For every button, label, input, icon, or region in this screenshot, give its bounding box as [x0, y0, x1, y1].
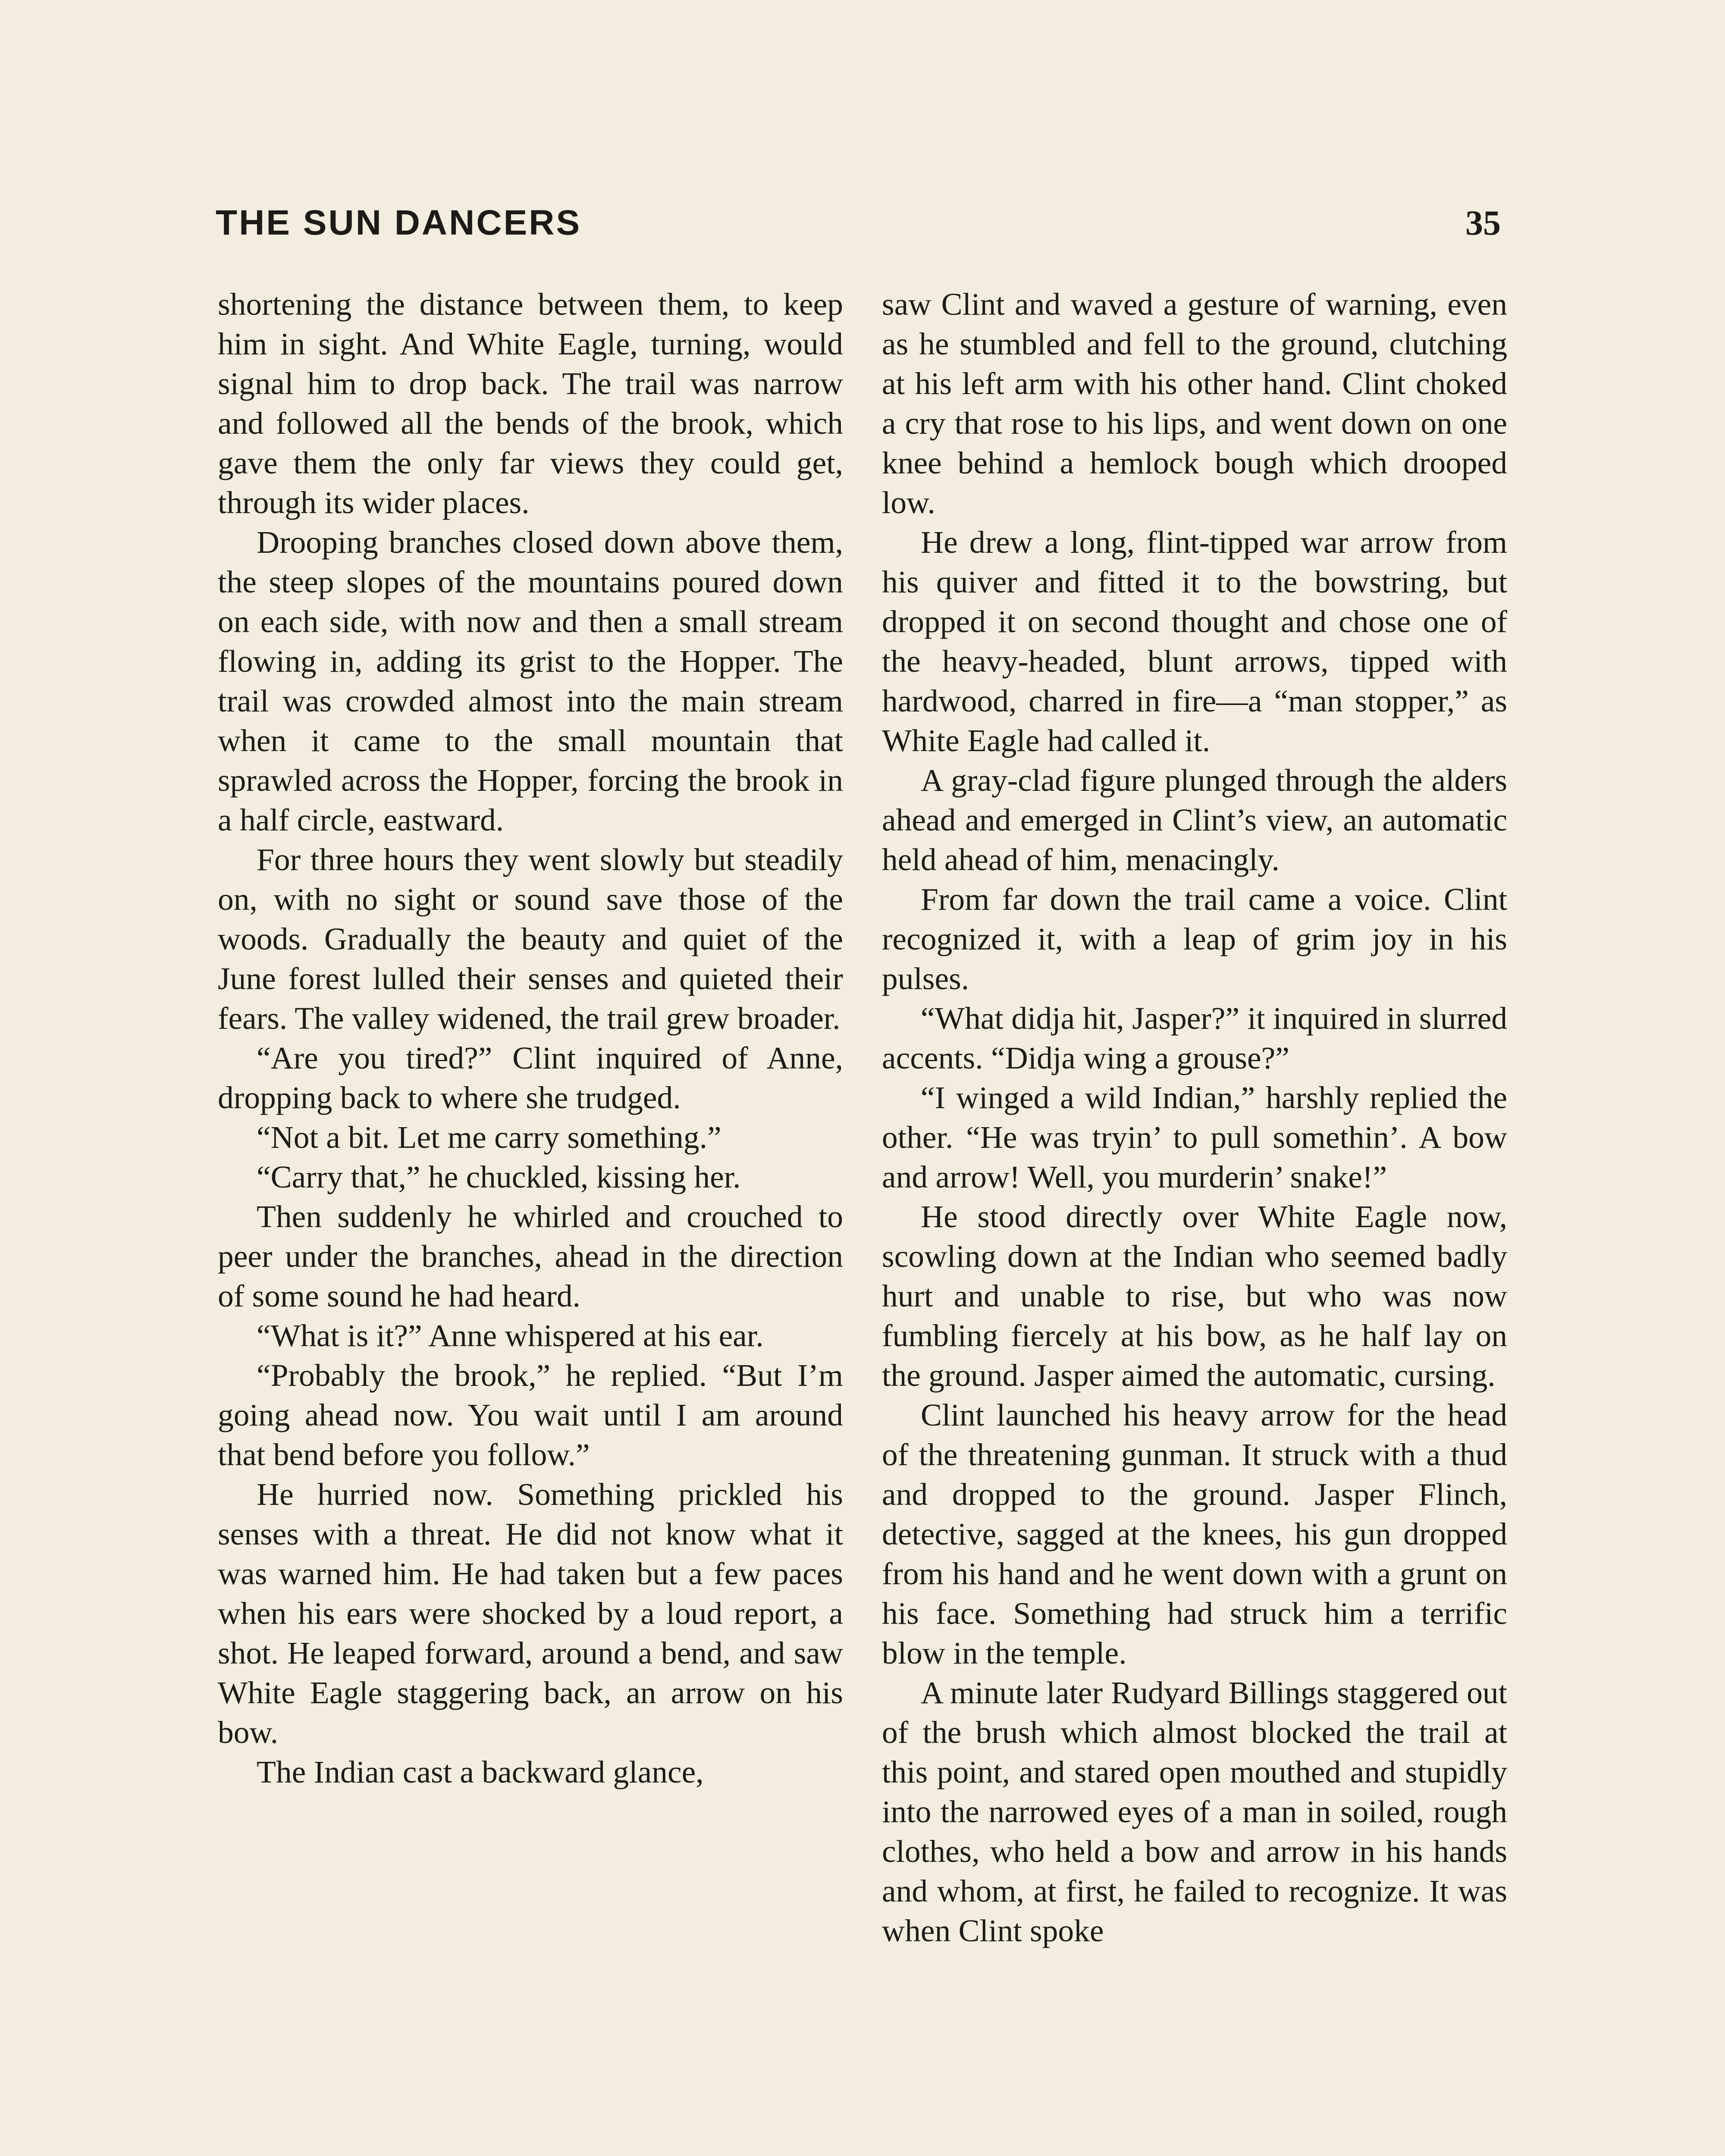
- paragraph: The Indian cast a backward glance,: [257, 1755, 704, 1789]
- paragraph: “What is it?” Anne whispered at his ear.: [257, 1318, 764, 1353]
- paragraph: He stood directly over White Eagle now, scowling down at the Indian who seemed badly hurt and unable to rise, but who was now fumbling fiercely at his bow, as he half lay on the ground. Jasper aimed the automatic, cursing.: [882, 1199, 1507, 1393]
- running-head: [216, 203, 1501, 254]
- left-column: [218, 285, 843, 1792]
- paragraph: “Are you tired?” Clint inquired of Anne, dropping back to where she trudged.: [218, 1040, 843, 1115]
- paragraph: For three hours they went slowly but steadily on, with no sight or sound save those of the woods. Gradually the beauty and quiet of the June forest lulled their senses and quieted their fears. The valley widened, the trail grew broader.: [218, 842, 843, 1036]
- right-column: [882, 285, 1507, 1951]
- paragraph: Clint launched his heavy arrow for the head of the threatening gunman. It struck with a thud and dropped to the ground. Jasper Flinch, detective, sagged at the knees, his gun dropped from his hand and he went down with a grunt on his face. Something had struck him a terrific blow in the temple.: [882, 1398, 1507, 1670]
- paragraph: “What didja hit, Jasper?” it inquired in slurred accents. “Didja wing a grouse?”: [882, 1001, 1507, 1075]
- chapter-title: THE SUN DANCERS: [216, 203, 582, 242]
- paragraph: saw Clint and waved a gesture of warning, even as he stumbled and fell to the ground, clutching at his left arm with his other hand. Clint choked a cry that rose to his lips, and went down on one knee behind a hemlock bough which drooped low.: [882, 287, 1507, 520]
- paragraph: He hurried now. Something prickled his senses with a threat. He did not know what it was warned him. He had taken but a few paces when his ears were shocked by a loud report, a shot. He leaped forward, around a bend, and saw White Eagle staggering back, an arrow on his bow.: [218, 1477, 843, 1750]
- paragraph: Then suddenly he whirled and crouched to peer under the branches, ahead in the direction of some sound he had heard.: [218, 1199, 843, 1313]
- paragraph: “Probably the brook,” he replied. “But I’m going ahead now. You wait until I am around that bend before you follow.”: [218, 1358, 843, 1472]
- paragraph: He drew a long, flint-tipped war arrow from his quiver and fitted it to the bowstring, but dropped it on second thought and chose one of the heavy-headed, blunt arrows, tipped with hardwood, charred in fire—a “man stopper,” as White Eagle had called it.: [882, 525, 1507, 758]
- paragraph: “Not a bit. Let me carry something.”: [257, 1120, 721, 1155]
- paragraph: A gray-clad figure plunged through the alders ahead and emerged in Clint’s view, an automatic held ahead of him, menacingly.: [882, 763, 1507, 877]
- paragraph: Drooping branches closed down above them, the steep slopes of the mountains poured down on each side, with now and then a small stream flowing in, adding its grist to the Hopper. The trail was crowded almost into the main stream when it came to the small mountain that sprawled across the Hopper, forcing the brook in a half circle, eastward.: [218, 525, 843, 837]
- paragraph: A minute later Rudyard Billings staggered out of the brush which almost blocked the trail at this point, and stared open mouthed and stupidly into the narrowed eyes of a man in soiled, rough clothes, who held a bow and arrow in his hands and whom, at first, he failed to recognize. It was when Clint spoke: [882, 1675, 1507, 1948]
- page-number: 35: [1465, 203, 1501, 242]
- paragraph: shortening the distance between them, to keep him in sight. And White Eagle, turning, would signal him to drop back. The trail was narrow and followed all the bends of the brook, which gave them the only far views they could get, through its wider places.: [218, 287, 843, 520]
- paragraph: From far down the trail came a voice. Clint recognized it, with a leap of grim joy in his pulses.: [882, 882, 1507, 996]
- paragraph: “I winged a wild Indian,” harshly replied the other. “He was tryin’ to pull somethin’. A bow and arrow! Well, you murderin’ snake!”: [882, 1080, 1507, 1194]
- paragraph: “Carry that,” he chuckled, kissing her.: [257, 1159, 741, 1194]
